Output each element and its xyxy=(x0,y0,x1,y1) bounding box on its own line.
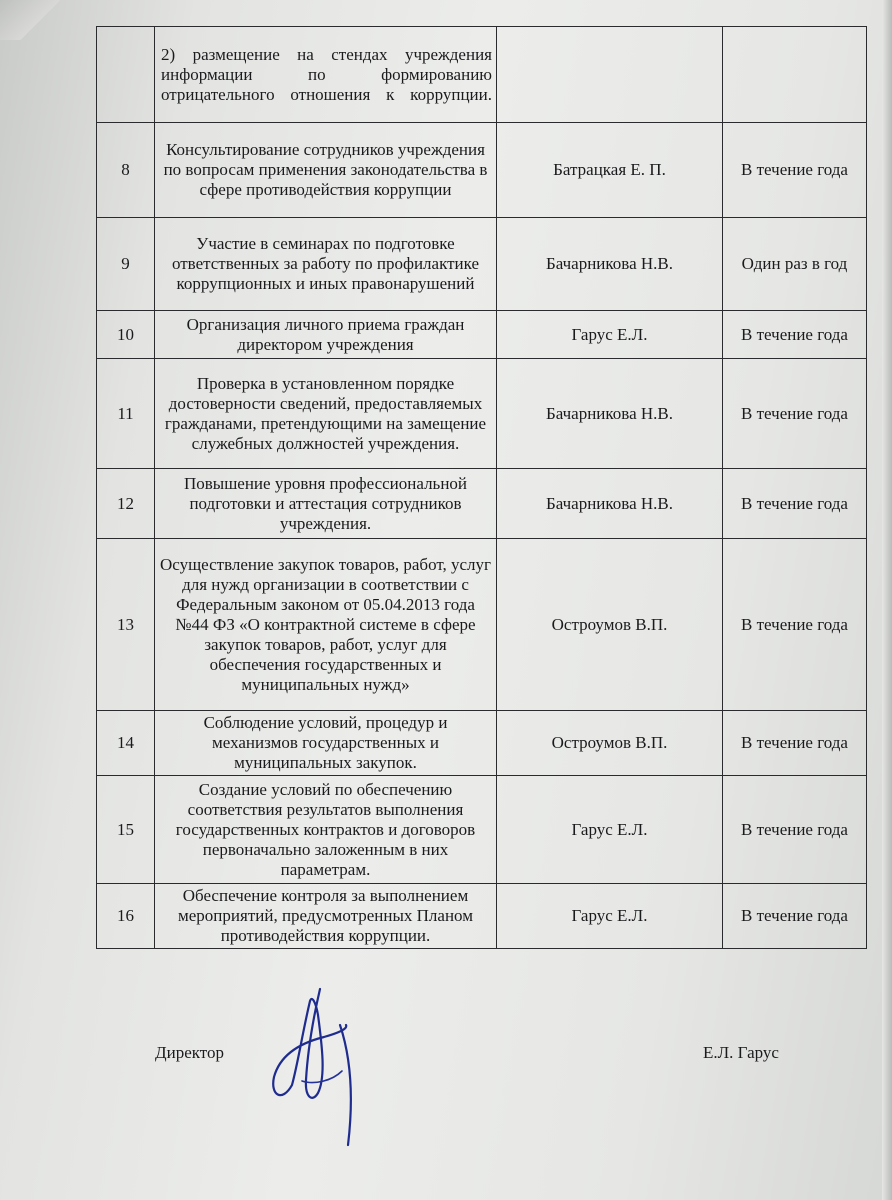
row-term: В течение года xyxy=(723,539,867,711)
row-term: Один раз в год xyxy=(723,218,867,311)
row-activity: Создание условий по обеспечению соответствия результатов выполнения государственных контрактов и договоров первоначально заложенным в них параметрам. xyxy=(155,776,497,884)
handwritten-signature xyxy=(262,985,372,1155)
director-label: Директор xyxy=(155,1043,224,1062)
row-number: 15 xyxy=(97,776,155,884)
row-activity: Соблюдение условий, процедур и механизмов государственных и муниципальных закупок. xyxy=(155,711,497,776)
row-responsible: Бачарникова Н.В. xyxy=(497,469,723,539)
row-responsible: Остроумов В.П. xyxy=(497,539,723,711)
row-term: В течение года xyxy=(723,469,867,539)
row-activity: Организация личного приема граждан директором учреждения xyxy=(155,311,497,359)
anticorruption-plan-table xyxy=(96,26,867,949)
row-activity: Проверка в установленном порядке достоверности сведений, предоставляемых гражданами, претендующими на замещение служебных должностей учреждения. xyxy=(155,359,497,469)
row-activity: 2) размещение на стендах учреждения информации по формированию отрицательного отношения к коррупции. xyxy=(155,27,497,123)
row-responsible: Бачарникова Н.В. xyxy=(497,218,723,311)
row-term: В течение года xyxy=(723,123,867,218)
table-row xyxy=(97,711,867,776)
director-name: Е.Л. Гарус xyxy=(703,1043,779,1062)
row-activity: Повышение уровня профессиональной подготовки и аттестация сотрудников учреждения. xyxy=(155,469,497,539)
row-activity: Участие в семинарах по подготовке ответственных за работу по профилактике коррупционных и иных правонарушений xyxy=(155,218,497,311)
row-number xyxy=(97,27,155,123)
row-term: В течение года xyxy=(723,359,867,469)
row-term: В течение года xyxy=(723,711,867,776)
row-term: В течение года xyxy=(723,884,867,949)
row-activity: Обеспечение контроля за выполнением мероприятий, предусмотренных Планом противодействия коррупции. xyxy=(155,884,497,949)
page-edge-shadow xyxy=(882,0,892,1200)
page-fold-shadow xyxy=(0,0,60,40)
row-number: 13 xyxy=(97,539,155,711)
row-number: 14 xyxy=(97,711,155,776)
table-row xyxy=(97,311,867,359)
row-responsible xyxy=(497,27,723,123)
table-row xyxy=(97,359,867,469)
row-term: В течение года xyxy=(723,776,867,884)
row-responsible: Гарус Е.Л. xyxy=(497,884,723,949)
row-term xyxy=(723,27,867,123)
row-responsible: Остроумов В.П. xyxy=(497,711,723,776)
row-number: 11 xyxy=(97,359,155,469)
row-number: 12 xyxy=(97,469,155,539)
table-row xyxy=(97,123,867,218)
row-responsible: Батрацкая Е. П. xyxy=(497,123,723,218)
row-responsible: Гарус Е.Л. xyxy=(497,311,723,359)
row-activity: Осуществление закупок товаров, работ, услуг для нужд организации в соответствии с Федеральным законом от 05.04.2013 года №44 ФЗ «О контрактной системе в сфере закупок товаров, работ, услуг для обеспечения государственных и муниципальных нужд» xyxy=(155,539,497,711)
row-term: В течение года xyxy=(723,311,867,359)
table-row xyxy=(97,218,867,311)
table-row xyxy=(97,884,867,949)
row-responsible: Бачарникова Н.В. xyxy=(497,359,723,469)
row-number: 8 xyxy=(97,123,155,218)
row-responsible: Гарус Е.Л. xyxy=(497,776,723,884)
row-number: 16 xyxy=(97,884,155,949)
table-row xyxy=(97,776,867,884)
table-row xyxy=(97,27,867,123)
table-row xyxy=(97,469,867,539)
row-number: 9 xyxy=(97,218,155,311)
table-row xyxy=(97,539,867,711)
row-activity: Консультирование сотрудников учреждения по вопросам применения законодательства в сфере противодействия коррупции xyxy=(155,123,497,218)
row-number: 10 xyxy=(97,311,155,359)
